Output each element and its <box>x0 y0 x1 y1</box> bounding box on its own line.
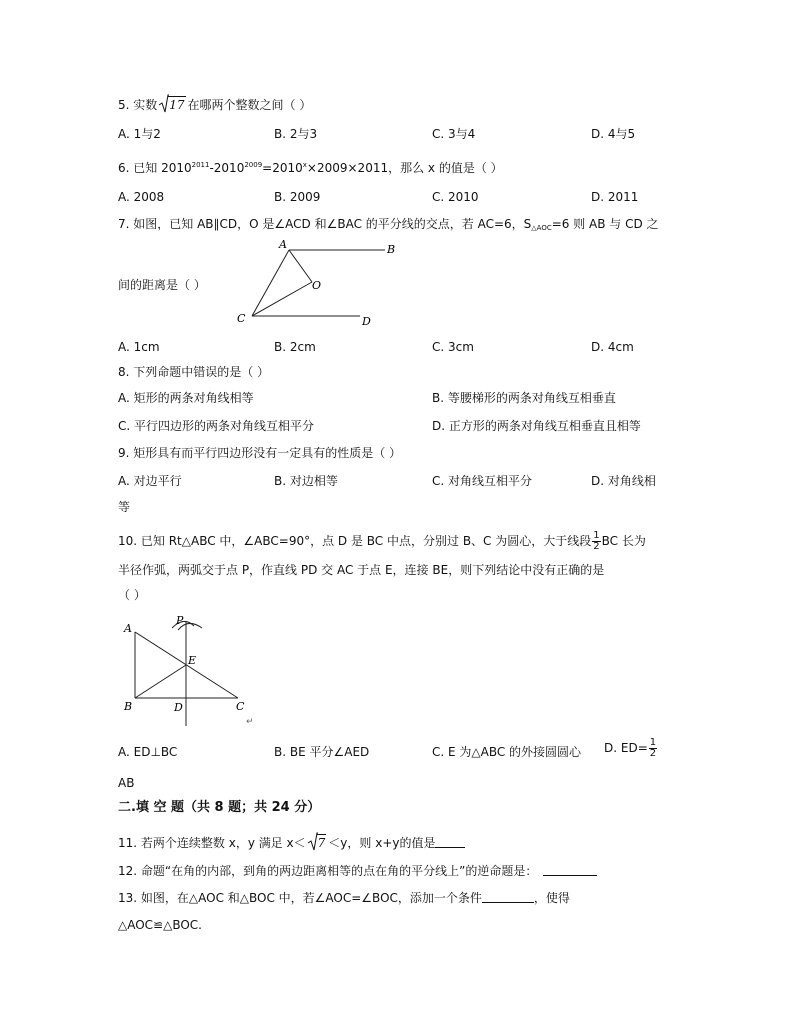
q10-label-b: B <box>124 700 133 713</box>
q9-option-d: D. 对角线相 <box>591 474 656 488</box>
q7-figure <box>232 236 396 328</box>
q7-subscript: △AOC <box>531 224 552 232</box>
q8-stem: 8. 下列命题中错误的是（ ） <box>118 365 270 379</box>
q13-line1-b: ，使得 <box>533 891 570 905</box>
frac-num-d: 1 <box>649 737 657 748</box>
paragraph-mark-icon: ↵ <box>246 717 254 727</box>
q7-stem-a: 7. 如图，已知 AB∥CD，O 是∠ACD 和∠BAC 的平分线的交点，若 AC=6，S <box>118 217 532 231</box>
q10-label-p: P <box>176 614 184 627</box>
q7-option-b: B. 2cm <box>274 340 316 354</box>
q12-stem <box>118 863 597 879</box>
frac-num: 1 <box>593 530 600 541</box>
sqrt-7 <box>308 834 327 851</box>
q13-line1-a: 13. 如图，在△AOC 和△BOC 中，若∠AOC=∠BOC，添加一个条件 <box>118 891 482 905</box>
q7-stem <box>118 216 659 236</box>
q9-stem: 9. 矩形具有而平行四边形没有一定具有的性质是（ ） <box>118 446 402 460</box>
q10-label-c: C <box>236 700 245 713</box>
q5-stem <box>118 96 311 113</box>
q8-option-b: B. 等腰梯形的两条对角线互相垂直 <box>432 391 616 405</box>
q7-label-d: D <box>362 315 371 328</box>
q10-stem-a: 10. 已知 Rt△ABC 中，∠ABC=90°，点 D 是 BC 中点，分别过 B、C 为圆心，大于线段 <box>118 534 592 548</box>
sqrt-17 <box>159 96 185 113</box>
q6-option-c: C. 2010 <box>432 190 479 204</box>
q7-option-c: C. 3cm <box>432 340 474 354</box>
q7-label-b: B <box>387 243 396 256</box>
sqrt-7-radicand: 7 <box>317 836 326 850</box>
q6-exp1: 2011 <box>191 161 210 169</box>
q9-option-a: A. 对边平行 <box>118 474 182 488</box>
fraction-one-half-d <box>649 738 657 759</box>
q6-exp2: 2009 <box>244 161 263 169</box>
frac-den: 2 <box>593 541 600 552</box>
q9-option-c: C. 对角线互相平分 <box>432 474 533 488</box>
q6-stem-b: -2010 <box>209 161 245 175</box>
q5-option-c: C. 3与4 <box>432 127 476 141</box>
q10-label-e: E <box>188 654 197 667</box>
q13-answer-blank[interactable] <box>482 890 534 903</box>
q6-stem-a: 6. 已知 2010 <box>118 161 192 175</box>
q9-option-b: B. 对边相等 <box>274 474 338 488</box>
fraction-one-half <box>592 531 600 552</box>
q6-exp3: x <box>302 161 307 169</box>
q10-wrap: AB <box>118 776 135 790</box>
q7-label-o: O <box>312 279 322 292</box>
q10-stem-line3: （ ） <box>118 588 146 602</box>
q10-stem-line2: 半径作弧，两弧交于点 P，作直线 PD 交 AC 于点 E，连接 BE，则下列结论中没有正确的是 <box>118 563 605 577</box>
q10-option-a: A. ED⊥BC <box>118 745 178 759</box>
q12-text: 12. 命题“在角的内部，到角的两边距离相等的点在角的平分线上”的逆命题是： <box>118 864 538 878</box>
q11-stem <box>118 834 465 851</box>
q11-answer-blank[interactable] <box>435 835 465 848</box>
q11-stem-pre: 11. 若两个连续整数 x，y 满足 x＜ <box>118 836 306 850</box>
q7-label-a: A <box>279 238 287 251</box>
q10-stem-b: BC 长为 <box>601 534 646 548</box>
q5-option-a: A. 1与2 <box>118 127 161 141</box>
q10-segment-be <box>135 665 186 698</box>
q8-option-d: D. 正方形的两条对角线互相垂直且相等 <box>432 419 641 433</box>
q6-stem-d: ×2009×2011，那么 x 的值是（ ） <box>306 161 503 175</box>
radical-sign-icon <box>308 831 318 851</box>
q10-option-d-label: D. ED= <box>604 741 648 755</box>
sqrt-17-radicand: 17 <box>169 98 185 112</box>
q5-option-b: B. 2与3 <box>274 127 318 141</box>
q5-stem-post: 在哪两个整数之间（ ） <box>187 98 312 112</box>
q7-option-d: D. 4cm <box>591 340 634 354</box>
q13-stem <box>118 890 570 906</box>
q10-label-d: D <box>174 701 183 714</box>
q10-stem <box>118 531 646 552</box>
q10-option-c: C. E 为△ABC 的外接圆圆心 <box>432 745 582 759</box>
q5-option-d: D. 4与5 <box>591 127 636 141</box>
q7-stem-b: =6 则 AB 与 CD 之 <box>551 217 659 231</box>
q11-stem-post: ＜y，则 x+y的值是 <box>328 836 436 850</box>
q10-option-b: B. BE 平分∠AED <box>274 745 370 759</box>
q7-stem-line2: 间的距离是（ ） <box>118 278 206 292</box>
frac-den-d: 2 <box>649 748 657 759</box>
q7-option-a: A. 1cm <box>118 340 160 354</box>
q8-option-a: A. 矩形的两条对角线相等 <box>118 391 254 405</box>
q8-option-c: C. 平行四边形的两条对角线互相平分 <box>118 419 315 433</box>
section-heading: 二.填 空 题（共 8 题；共 24 分） <box>118 800 321 815</box>
q6-option-a: A. 2008 <box>118 190 165 204</box>
q6-stem <box>118 157 503 176</box>
q7-segment-ao <box>289 250 312 282</box>
q10-figure <box>120 610 270 728</box>
q12-answer-blank[interactable] <box>543 863 597 876</box>
q7-segment-ac <box>252 250 289 316</box>
q7-label-c: C <box>237 312 246 325</box>
q10-label-a: A <box>124 622 132 635</box>
q10-option-d <box>604 738 658 759</box>
q6-option-b: B. 2009 <box>274 190 321 204</box>
radical-sign-icon <box>159 93 169 113</box>
q5-stem-pre: 5. 实数 <box>118 98 158 112</box>
q9-wrap: 等 <box>118 500 131 514</box>
q6-stem-c: =2010 <box>262 161 303 175</box>
q6-option-d: D. 2011 <box>591 190 639 204</box>
q13-stem-line2: △AOC≌△BOC. <box>118 918 202 932</box>
